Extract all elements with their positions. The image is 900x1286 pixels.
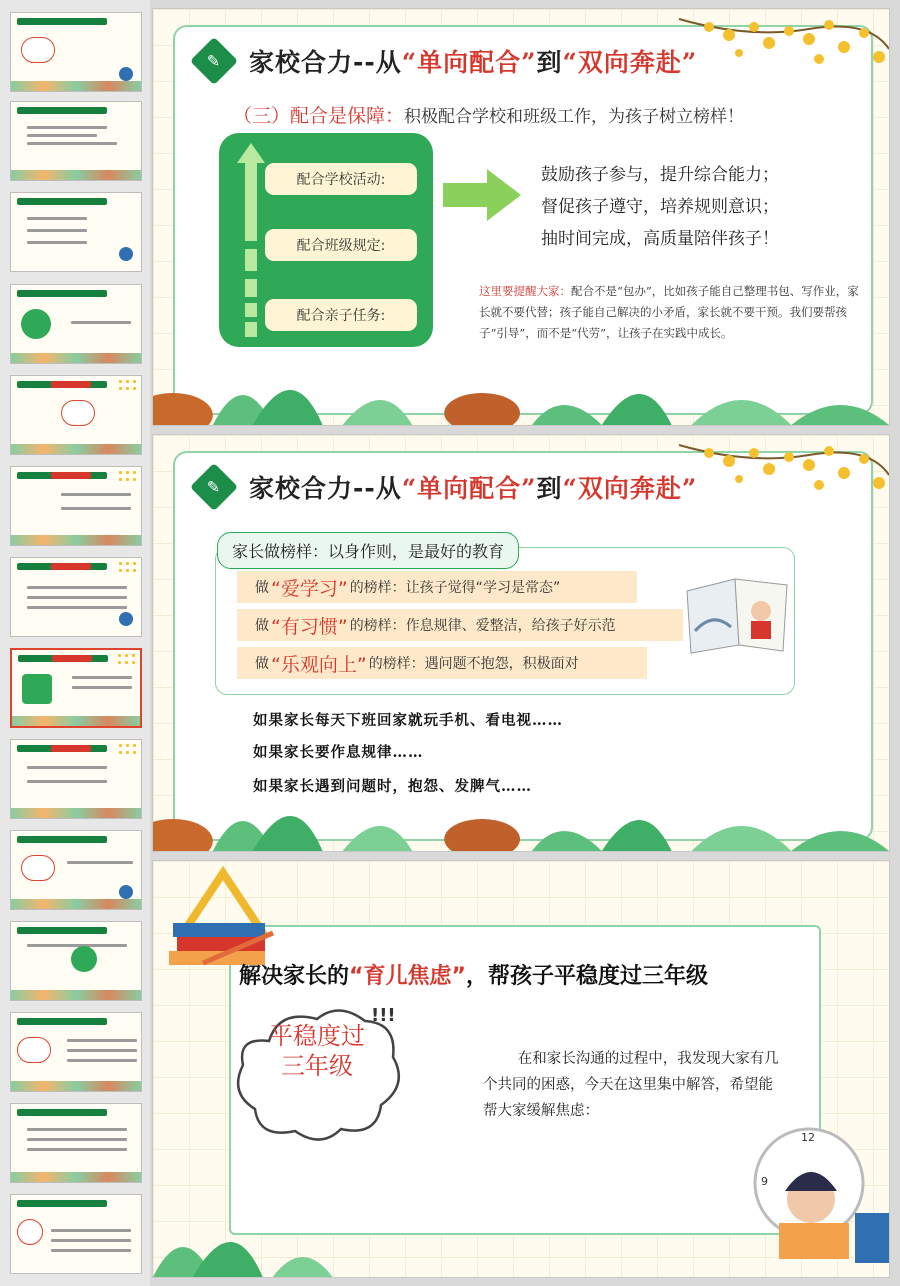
right-arrow-icon xyxy=(443,169,523,221)
slide-thumbnail-1[interactable] xyxy=(10,12,142,92)
slide-thumbnail-panel xyxy=(0,0,150,1286)
slide-thumbnail-4[interactable] xyxy=(10,284,142,364)
slide-thumbnail-6[interactable] xyxy=(10,466,142,546)
flower-branch-decoration xyxy=(669,435,889,515)
slide-title: ✎ 家校合力--从“单向配合”到“双向奔赴” xyxy=(197,43,697,79)
slide-title: 解决家长的“育儿焦虑”，帮孩子平稳度过三年级 xyxy=(239,964,708,989)
pill-class-rules: 配合班级规定: xyxy=(265,229,417,261)
slide-thumbnail-5[interactable] xyxy=(10,375,142,455)
benefit-list xyxy=(541,159,779,255)
slide-thumbnail-12[interactable] xyxy=(10,1012,142,1092)
slide-title: ✎ 家校合力--从“单向配合”到“双向奔赴” xyxy=(197,469,697,505)
section-heading: 家长做榜样：以身作则，是最好的教育 xyxy=(217,532,519,569)
slide-c[interactable] xyxy=(152,860,890,1278)
slide-thumbnail-11[interactable] xyxy=(10,921,142,1001)
slide-thumbnail-10[interactable] xyxy=(10,830,142,910)
foliage-decoration xyxy=(153,1207,889,1277)
condition-line: 如果家长遇到问题时，抱怨、发脾气…… xyxy=(253,778,532,795)
pill-school-activities: 配合学校活动: xyxy=(265,163,417,195)
role-row-optimism: 做 “乐观向上” 的榜样：遇问题不抱怨，积极面对 xyxy=(237,647,647,679)
slide-thumbnail-7[interactable] xyxy=(10,557,142,637)
slide-thumbnail-8[interactable] xyxy=(10,648,142,728)
svg-text:12: 12 xyxy=(801,1131,815,1144)
svg-text:9: 9 xyxy=(761,1175,768,1188)
cloud-label: 平稳度过 三年级 xyxy=(269,1022,365,1080)
slide-thumbnail-2[interactable] xyxy=(10,101,142,181)
reminder-note: 这里要提醒大家：配合不是“包办”，比如孩子能自己整理书包、写作业，家长就不要代替；孩子能自己解决的小矛盾，家长就不要干预。我们要帮孩子“引导”，而不是“代劳”，让孩子在实践中成长。 xyxy=(479,284,859,340)
benefit-item: 督促孩子遵守，培养规则意识； xyxy=(541,197,779,217)
storybook-illustration xyxy=(683,571,791,655)
slide-a[interactable] xyxy=(152,8,890,426)
condition-line: 如果家长每天下班回家就玩手机、看电视…… xyxy=(253,712,563,729)
pill-parent-child-tasks: 配合亲子任务: xyxy=(265,299,417,331)
slide-thumbnail-9[interactable] xyxy=(10,739,142,819)
foliage-decoration xyxy=(153,781,889,851)
role-row-habits: 做 “有习惯” 的榜样：作息规律、爱整洁，给孩子好示范 xyxy=(237,609,683,641)
benefit-item: 抽时间完成，高质量陪伴孩子！ xyxy=(541,229,779,249)
slide-thumbnail-3[interactable] xyxy=(10,192,142,272)
flower-branch-decoration xyxy=(669,9,889,89)
intro-paragraph: 在和家长沟通的过程中，我发现大家有几个共同的困惑，今天在这里集中解答，希望能帮大家缓解焦虑： xyxy=(483,1051,779,1119)
benefit-item: 鼓励孩子参与，提升综合能力； xyxy=(541,165,779,185)
section-heading: （三）配合是保障：积极配合学校和班级工作，为孩子树立榜样！ xyxy=(233,105,745,127)
cooperation-panel xyxy=(219,133,433,347)
slide-b[interactable] xyxy=(152,434,890,852)
slide-thumbnail-14[interactable] xyxy=(10,1194,142,1274)
svg-text:!!!: !!! xyxy=(371,1005,396,1026)
pencil-note-icon: ✎ xyxy=(190,37,238,85)
condition-line: 如果家长要作息规律…… xyxy=(253,744,424,761)
foliage-decoration xyxy=(153,355,889,425)
slide-thumbnail-13[interactable] xyxy=(10,1103,142,1183)
pencil-note-icon: ✎ xyxy=(190,463,238,511)
role-row-study: 做 “爱学习” 的榜样：让孩子觉得“学习是常态” xyxy=(237,571,637,603)
